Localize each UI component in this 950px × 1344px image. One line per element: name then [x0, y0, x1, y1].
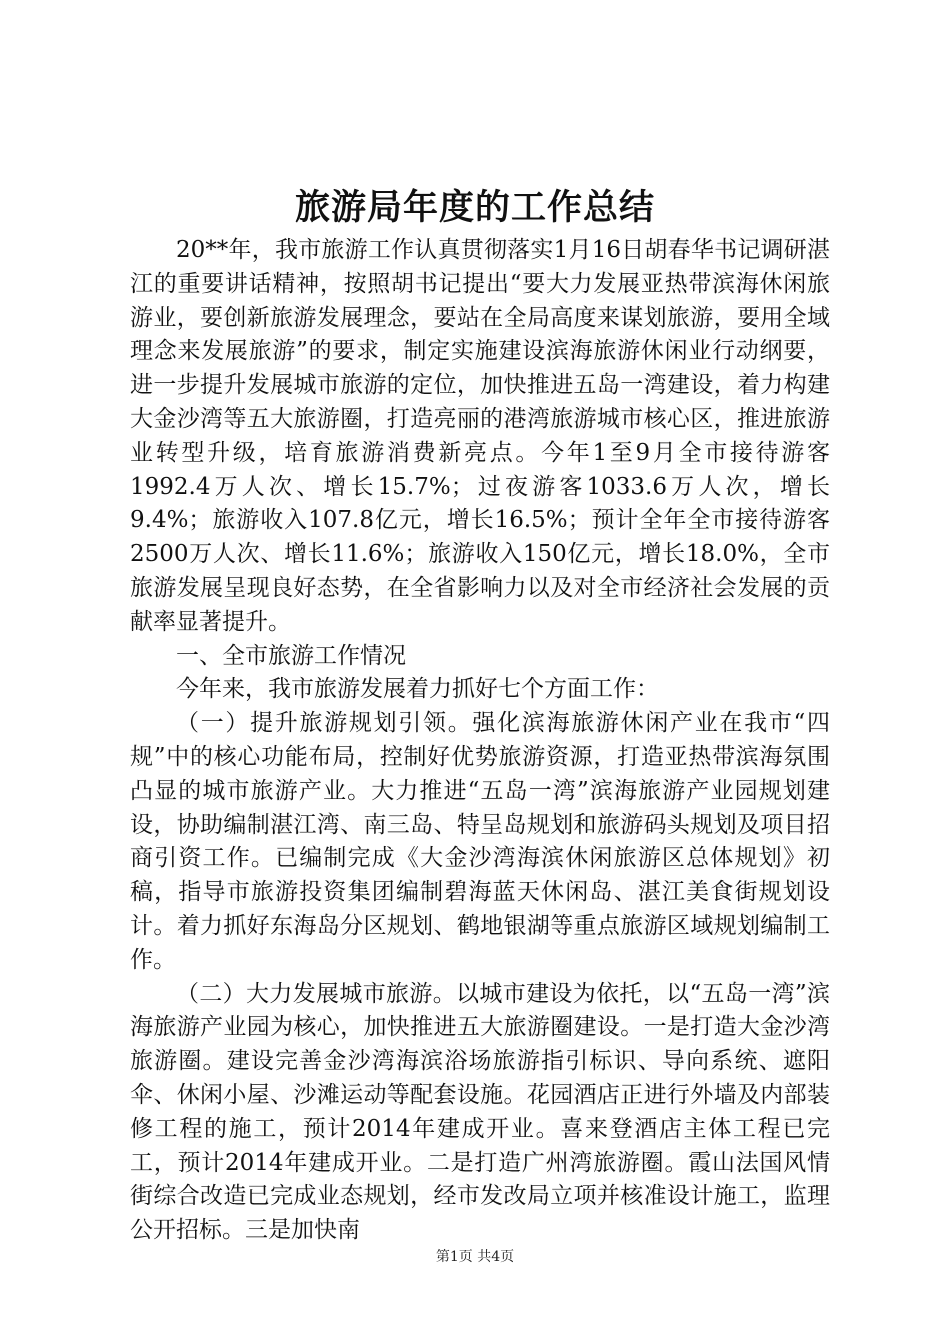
paragraph-item-1: （一）提升旅游规划引领。强化滨海旅游休闲产业在我市“四规”中的核心功能布局，控制好优势旅游资源，打造亚热带滨海氛围凸显的城市旅游产业。大力推进“五岛一湾”滨海旅游产业园规划建设，协助编制湛江湾、南三岛、特呈岛规划和旅游码头规划及项目招商引资工作。已编制完成《大金沙湾海滨休闲旅游区总体规划》初稿，指导市旅游投资集团编制碧海蓝天休闲岛、湛江美食街规划设计。着力抓好东海岛分区规划、鹤地银湖等重点旅游区域规划编制工作。 — [130, 710, 830, 973]
paragraph-intro: 20**年，我市旅游工作认真贯彻落实1月16日胡春华书记调研湛江的重要讲话精神，按照胡书记提出“要大力发展亚热带滨海休闲旅游业，要创新旅游发展理念，要站在全局高度来谋划旅游，要用全域理念来发展旅游”的要求，制定实施建设滨海旅游休闲业行动纲要，进一步提升发展城市旅游的定位，加快推进五岛一湾建设，着力构建大金沙湾等五大旅游圈，打造亮丽的港湾旅游城市核心区，推进旅游业转型升级，培育旅游消费新亮点。今年1至9月全市接待游客1992.4万人次、增长15.7%；过夜游客1033.6万人次，增长9.4%；旅游收入107.8亿元，增长16.5%；预计全年全市接待游客2500万人次、增长11.6%；旅游收入150亿元，增长18.0%，全市旅游发展呈现良好态势，在全省影响力以及对全市经济社会发展的贡献率显著提升。 — [130, 237, 830, 635]
document-body — [130, 234, 830, 1248]
page-footer: 第1页 共4页 — [435, 1249, 515, 1265]
paragraph-item-2: （二）大力发展城市旅游。以城市建设为依托，以“五岛一湾”滨海旅游产业园为核心，加快推进五大旅游圈建设。一是打造大金沙湾旅游圈。建设完善金沙湾海滨浴场旅游指引标识、导向系统、遮阳伞、休闲小屋、沙滩运动等配套设施。花园酒店正进行外墙及内部装修工程的施工，预计2014年建成开业。喜来登酒店主体工程已完工，预计2014年建成开业。二是打造广州湾旅游圈。霞山法国风情街综合改造已完成业态规划，经市发改局立项并核准设计施工，监理公开招标。三是加快南 — [130, 980, 830, 1244]
section-heading: 一、全市旅游工作情况 — [176, 642, 406, 669]
paragraph-overview: 今年来，我市旅游发展着力抓好七个方面工作： — [176, 676, 659, 703]
document-title: 旅游局年度的工作总结 — [294, 188, 655, 228]
